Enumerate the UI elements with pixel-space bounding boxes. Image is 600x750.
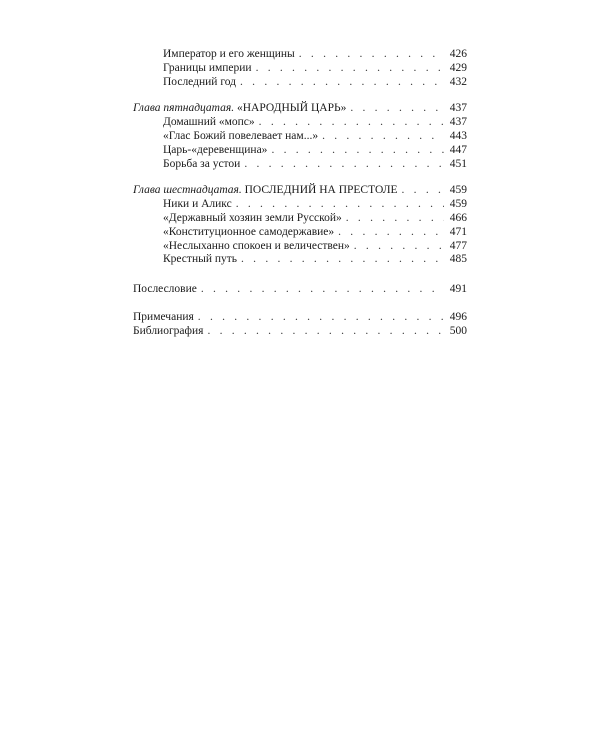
leader-dots <box>299 48 444 62</box>
leader-dots <box>271 144 444 158</box>
toc-entry <box>133 48 467 62</box>
table-of-contents <box>133 48 467 339</box>
toc-entry-page: 443 <box>449 129 467 142</box>
leader-dots <box>207 325 444 339</box>
chapter-prefix: Глава пятнадцатая. <box>133 102 235 115</box>
toc-entry-page: 459 <box>449 184 467 197</box>
leader-dots <box>244 158 444 172</box>
toc-entry-title: Последний год <box>163 75 237 88</box>
leader-dots <box>402 184 444 198</box>
toc-entry <box>133 116 467 130</box>
toc-entry <box>133 212 467 226</box>
toc-entry-title: «Державный хозяин земли Русской» <box>163 211 342 224</box>
toc-entry-title: Император и его женщины <box>163 48 295 60</box>
toc-entry-title: Домашний «мопс» <box>163 116 255 129</box>
chapter-prefix: Глава шестнадцатая. <box>133 184 242 197</box>
toc-chapter-heading <box>133 102 467 116</box>
toc-entry-page: 491 <box>449 283 467 296</box>
toc-entry-page: 485 <box>449 253 467 266</box>
leader-dots <box>236 198 444 212</box>
chapter-name: ПОСЛЕДНИЙ НА ПРЕСТОЛЕ <box>244 184 398 197</box>
toc-entry-page: 447 <box>449 143 467 156</box>
toc-entry <box>133 158 467 172</box>
toc-entry-title: Примечания <box>133 310 194 323</box>
toc-entry <box>133 130 467 144</box>
leader-dots <box>259 116 444 130</box>
leader-dots <box>354 240 444 254</box>
leader-dots <box>240 76 444 90</box>
chapter-title <box>133 102 346 116</box>
toc-entry <box>133 62 467 76</box>
toc-entry-title: Границы империи <box>163 61 252 74</box>
toc-entry-notes <box>133 311 467 325</box>
toc-entry-page: 477 <box>449 239 467 252</box>
toc-entry <box>133 144 467 158</box>
toc-entry-bibliography <box>133 325 467 339</box>
leader-dots <box>256 62 444 76</box>
toc-chapter-heading <box>133 184 467 198</box>
leader-dots <box>198 311 444 325</box>
toc-entry-title: «Конституционное самодержавие» <box>163 225 335 238</box>
toc-entry <box>133 226 467 240</box>
toc-entry-page: 437 <box>449 116 467 129</box>
toc-entry-title: Крестный путь <box>163 253 238 266</box>
toc-entry-title: «Глас Божий повелевает нам...» <box>163 129 319 142</box>
chapter-name: «НАРОДНЫЙ ЦАРЬ» <box>236 102 347 115</box>
toc-entry-afterword <box>133 283 467 297</box>
toc-entry-page: 429 <box>449 61 467 74</box>
toc-entry <box>133 240 467 254</box>
toc-entry-title: Послесловие <box>133 283 197 296</box>
leader-dots <box>338 226 444 240</box>
leader-dots <box>350 102 444 116</box>
leader-dots <box>241 253 444 267</box>
toc-entry <box>133 253 467 267</box>
leader-dots <box>346 212 444 226</box>
leader-dots <box>201 283 444 297</box>
toc-entry-page: 437 <box>449 102 467 115</box>
toc-entry-page: 432 <box>449 75 467 88</box>
toc-entry-page: 496 <box>449 310 467 323</box>
toc-entry-title: Ники и Аликс <box>163 198 232 211</box>
toc-entry-page: 500 <box>449 324 467 337</box>
toc-entry <box>133 198 467 212</box>
toc-entry-page: 471 <box>449 225 467 238</box>
toc-entry-title: Библиография <box>133 324 204 337</box>
toc-entry-title: «Неслыханно спокоен и величествен» <box>163 239 350 252</box>
toc-entry-title: Борьба за устои <box>163 157 241 170</box>
leader-dots <box>322 130 444 144</box>
toc-entry-page: 466 <box>449 211 467 224</box>
toc-entry-page: 426 <box>449 48 467 60</box>
toc-entry-title: Царь-«деревенщина» <box>163 143 268 156</box>
toc-entry-page: 459 <box>449 198 467 211</box>
toc-entry <box>133 76 467 90</box>
chapter-title <box>133 184 398 198</box>
toc-entry-page: 451 <box>449 157 467 170</box>
